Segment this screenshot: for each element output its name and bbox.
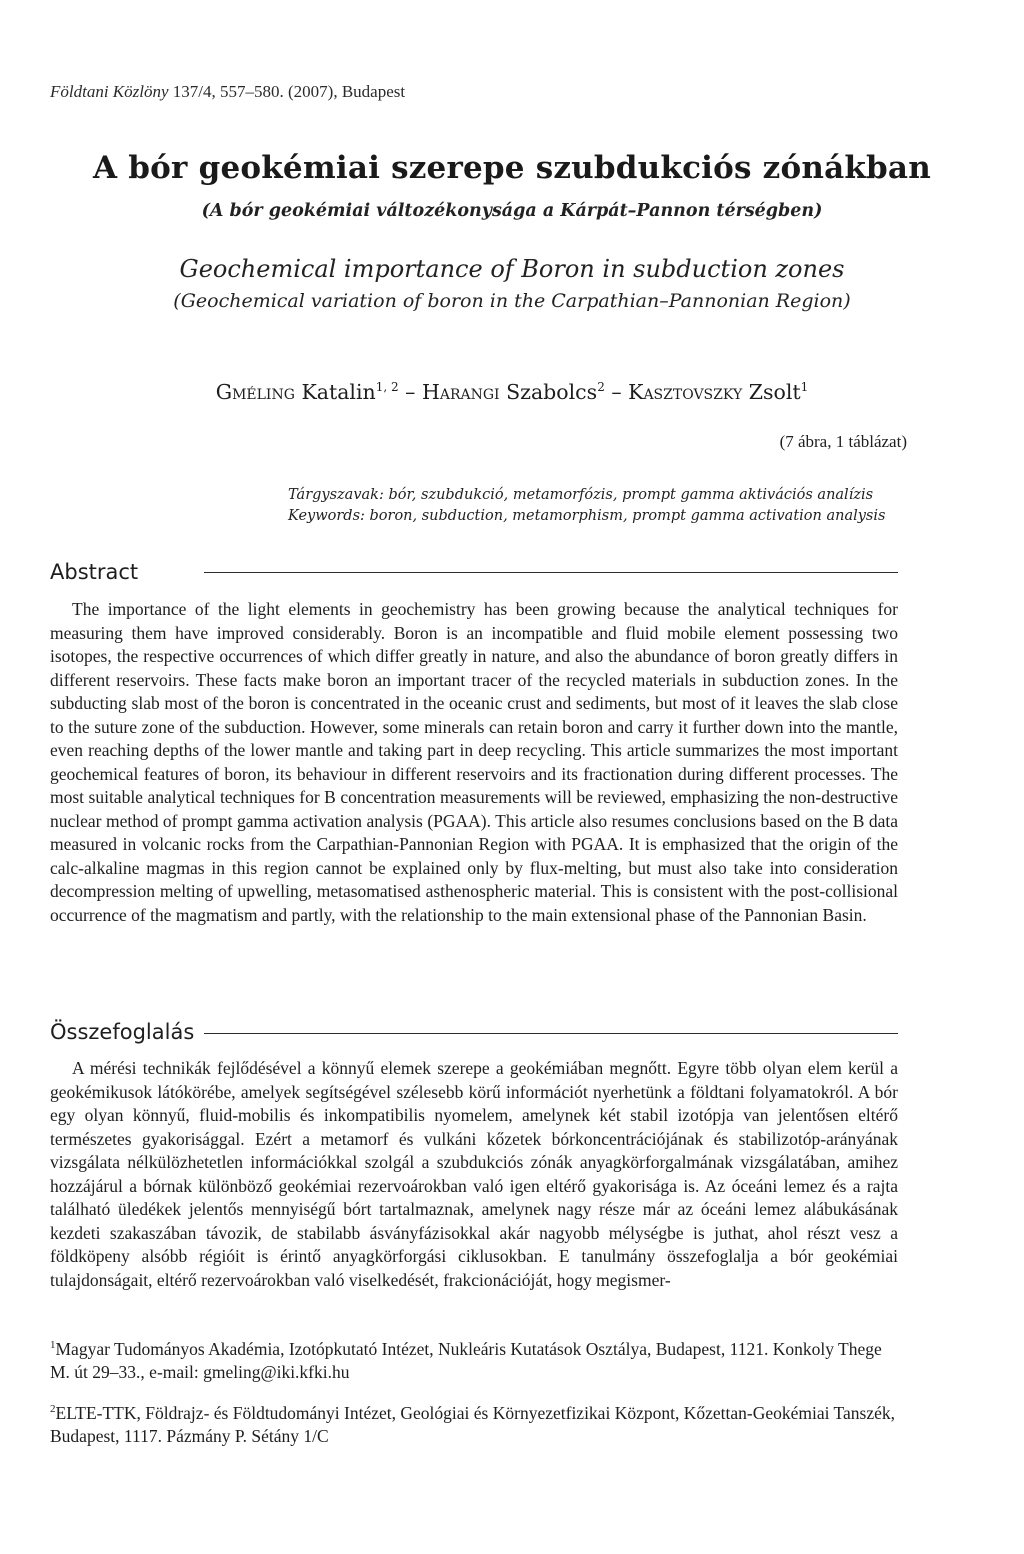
footnote-1-marker: 1 (50, 1339, 56, 1351)
author-separator: – (604, 380, 629, 404)
subtitle-hungarian: (A bór geokémiai változékonysága a Kárpát–Pannon térségben) (201, 201, 823, 221)
abstract-body (50, 598, 898, 927)
author-2-given: Szabolcs (506, 380, 598, 404)
summary-body (50, 1057, 898, 1292)
author-separator: – (398, 380, 422, 404)
footnote-2-text: ELTE-TTK, Földrajz- és Földtudományi Intézet, Geológiai és Környezetfizikai Központ, Kőzettan-Geokémiai Tanszék, Budapest, 1117. Pázmány P. Sétány 1/C (50, 1402, 895, 1446)
author-list (0, 380, 1024, 404)
keywords-block (288, 485, 885, 527)
footnotes (50, 1334, 898, 1462)
footnote-2 (50, 1398, 898, 1448)
journal-volume-pages: 137/4, 557–580. (2007), Budapest (168, 82, 406, 101)
author-2-affiliation: 2 (597, 380, 605, 395)
summary-rule (204, 1033, 898, 1034)
abstract-paragraph: The importance of the light elements in geochemistry has been growing because the analytical techniques for measuring them have improved considerably. Boron is an incompatible and fluid mobile element possessing two isotopes, the respective occurrences of which differ greatly in nature, and also the abundance of boron greatly differs in different reservoirs. These facts make boron an important tracer of the recycled materials in subduction zones. In the subducting slab most of the boron is concentrated in the oceanic crust and sediments, but most of it leaves the slab close to the suture zone of the subduction. However, some minerals can retain boron and carry it further down into the mantle, even reaching depths of the lower mantle and taking part in deep recycling. This article summarizes the most important geochemical features of boron, its behaviour in different reservoirs and its fractionation during different processes. The most suitable analytical techniques for B concentration measurements will be reviewed, emphasizing the non-destructive nuclear method of prompt gamma activation analysis (PGAA). This article also resumes conclusions based on the B data measured in volcanic rocks from the Carpathian-Pannonian Region with PGAA. It is emphasized that the origin of the calc-alkaline magmas in this region cannot be explained only by flux-melting, but must also take into consideration decompression melting of upwelling, metasomatised asthenospheric material. This is consistent with the post-collisional occurrence of the magmatism and partly, with the relationship to the main extensional phase of the Pannonian Basin. (50, 599, 898, 925)
summary-heading: Összefoglalás (50, 1020, 195, 1044)
footnote-2-marker: 2 (50, 1402, 56, 1415)
title-english: Geochemical importance of Boron in subduction zones (179, 255, 845, 283)
summary-paragraph: A mérési technikák fejlődésével a könnyű elemek szerepe a geokémiában megnőtt. Egyre több olyan elem kerül a geokémikusok látókörébe, amelyek segítségével szélesebb körű információt nyerhetünk a földtani folyamatokról. A bór egy olyan könnyű, fluid-mobilis és inkompatibilis nyomelem, amelynek két stabil izotópja van jelentősen eltérő természetes gyakorisággal. Ezért a metamorf és vulkáni kőzetek bórkoncentrációjának és stabilizotóp-arányának vizsgálata nélkülözhetetlen információkkal szolgál a szubdukciós zónák anyagkörforgalmának vizsgálatában, amihez hozzájárul a bórnak különböző geokémiai rezervoárokban való igen eltérő gyakorisága is. Az óceáni lemez és a rajta található üledékek jelentős mennyiségű bórt tartalmaznak, amelynek nagy része már az óceáni lemez alábukásának kezdeti szakaszában távozik, de stabilabb ásványfázisokkal akár nagyobb mélységbe is juthat, ahol részt vesz a földköpeny alsóbb régióit is érintő anyagkörforgási ciklusokban. E tanulmány összefoglalja a bór geokémiai tulajdonságait, eltérő rezervoárokban való viselkedését, frakcionációját, hogy megismer- (50, 1058, 898, 1290)
keywords-hungarian: Tárgyszavak: bór, szubdukció, metamorfózis, prompt gamma aktivációs analízis (288, 487, 874, 503)
author-3-affiliation: 1 (800, 380, 809, 395)
author-2-surname: Harangi (421, 380, 500, 404)
author-1-affiliation: 1, 2 (375, 380, 399, 395)
journal-reference (50, 82, 405, 102)
abstract-rule (204, 572, 898, 573)
footnote-1 (50, 1334, 898, 1384)
keywords-english: Keywords: boron, subduction, metamorphism, prompt gamma activation analysis (288, 508, 886, 524)
author-3-surname: Kasztovszky (628, 380, 743, 404)
author-1-given: Katalin (301, 380, 376, 404)
author-3-given: Zsolt (748, 380, 801, 404)
title-hungarian: A bór geokémiai szerepe szubdukciós zónákban (93, 150, 931, 186)
subtitle-english: (Geochemical variation of boron in the Carpathian–Pannonian Region) (173, 290, 851, 312)
author-1-surname: Gméling (215, 380, 295, 404)
journal-name: Földtani Közlöny (50, 82, 169, 101)
figure-table-count: (7 ábra, 1 táblázat) (779, 432, 907, 451)
abstract-heading: Abstract (50, 560, 139, 584)
footnote-1-text: Magyar Tudományos Akadémia, Izotópkutató Intézet, Nukleáris Kutatások Osztálya, Budapest, 1121. Konkoly Thege M. út 29–33., e-mail: gmeling@iki.kfki.hu (50, 1338, 882, 1382)
